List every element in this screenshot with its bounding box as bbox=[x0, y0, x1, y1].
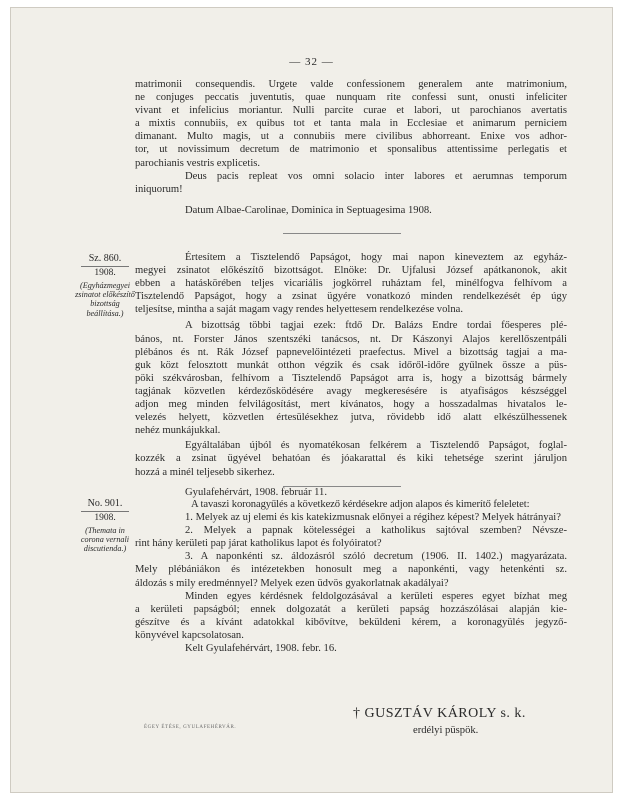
decree-subject: (Themata in corona vernali discutienda.) bbox=[80, 526, 130, 554]
latin-letter-ending bbox=[135, 78, 567, 217]
section-divider bbox=[283, 233, 401, 234]
text-line: nehéz munkájukkal. bbox=[135, 425, 221, 437]
section-860-body bbox=[135, 251, 567, 499]
decree-number: No. 901. bbox=[87, 498, 123, 509]
cross-icon: † bbox=[353, 706, 361, 721]
latin-line: dimanant. Multo magis, ut a connubiis mere civilibus abhorreant. Enixe vos adhor- bbox=[135, 131, 567, 143]
text-line: pöki székvárosban, felhívom a Tisztelendő Papságot arra is, hogy a bizottság bármely bbox=[135, 372, 567, 384]
question-1: 1. Melyek az uj elemi és kis katekizmusnak előnyei a régihez képest? Melyek hátrányai? bbox=[185, 512, 561, 524]
text-line: kozzék a zsinat ügyével behatóan és jóakarattal és kiki tehetsége szerint járuljon bbox=[135, 453, 567, 465]
text-line: a kerületi papságból; ennek dolgozatát a kerületi papság hozzászólásai alapján kie- bbox=[135, 603, 567, 615]
latin-line: parochianis vestris explicetis. bbox=[135, 157, 261, 169]
text-line: tagjának közvetlen kérdezősködésére avagy megkeresésére is atyafiságos készséggel bbox=[135, 385, 567, 397]
latin-line: a mixtis connubiis, ex quibus tot et tanta mala in Ecclesiae et animarum perniciem bbox=[135, 118, 567, 130]
text-line: Egyáltalában újból és nyomatékosan felkérem a Tisztelendő Papságot, foglal- bbox=[185, 440, 567, 452]
question-3: Mely plébániákon és intézetekben honosult meg a naponkénti, vagy hetenkénti sz. bbox=[135, 564, 567, 576]
question-3: áldozás s mily eredménnyel? Melyek ezen üdvös gyakorlatnak akadályai? bbox=[135, 577, 449, 589]
latin-line: matrimonii consequendis. Urgete valde confessionem generalem ante matrimonium, bbox=[135, 79, 567, 90]
latin-line: Deus pacis repleat vos omni solacio inter labores et aerumnas temporum bbox=[185, 170, 567, 182]
decree-number: Sz. 860. bbox=[88, 253, 122, 264]
text-line: bános, nt. Forster János szentszéki tanácsos, nt. Dr Kászonyi Alajos kerellőszentpáli bbox=[135, 333, 567, 345]
text-line: Értesítem a Tisztelendő Papságot, hogy mai napon kineveztem az egyház- bbox=[185, 252, 567, 263]
margin-note-860 bbox=[73, 253, 137, 318]
text-line: ebben a hatáskörében teljes vicariális jogkörrel ruháztam fel, minélfogva felhívom a bbox=[135, 278, 567, 290]
question-2: rint hány kerületi pap járat katholikus lapot és folyóiratot? bbox=[135, 538, 382, 550]
page-number: — 32 — bbox=[289, 56, 334, 68]
printer-mark: ÉGEY ÉTÉSE, GYULAFEHÉRVÁR. bbox=[144, 725, 237, 730]
section-divider bbox=[283, 486, 401, 487]
text-line: A bizottság többi tagjai ezek: ftdő Dr. Balázs Endre tordai főesperes plé- bbox=[185, 320, 567, 332]
latin-dateline: Datum Albae-Carolinae, Dominica in Septuagesima 1908. bbox=[185, 204, 432, 216]
section-901-body bbox=[135, 498, 567, 655]
dateline: Kelt Gyulafehérvárt, 1908. febr. 16. bbox=[185, 643, 337, 655]
question-3: 3. A naponkénti sz. áldozásról szóló decretum (1906. II. 1402.) magyarázata. bbox=[185, 551, 567, 563]
margin-note-901 bbox=[73, 498, 137, 554]
dateline: Gyulafehérvárt, 1908. február 11. bbox=[185, 486, 327, 498]
text-line: Tisztelendő Papságot, hogy a zsinat ügyére vonatkozó minden rendelkezését ép úgy bbox=[135, 291, 567, 303]
document-page bbox=[10, 7, 613, 793]
decree-subject: (Egyházmegyei zsinatot előkészítő bizottság beállítása.) bbox=[75, 281, 135, 318]
signature-name bbox=[353, 706, 526, 722]
text-line: megyei zsinatot előkészítő bizottságot. Elnöke: Dr. Ujfalusi József apátkanonok, akit bbox=[135, 265, 567, 277]
text-line: velezés helyett, közvetlen értesülésekhez jutva, rövidebb idő alatt elkészülhessenek bbox=[135, 412, 567, 424]
decree-year: 1908. bbox=[81, 511, 129, 524]
text-line: hozzá a minél teljesebb sikerhez. bbox=[135, 466, 275, 478]
text-line: guk közt felosztott munkát otthon végzik és csak időről-időre gyűlnek össze a püs- bbox=[135, 359, 567, 371]
latin-line: ne conjuges peccatis juventutis, quae nunquam rite confessi sunt, onusti infeliciter bbox=[135, 92, 567, 104]
text-line: A tavaszi koronagyűlés a következő kérdésekre adjon alapos és kimerítő feleletet: bbox=[191, 499, 530, 510]
signature-text: GUSZTÁV KÁROLY s. k. bbox=[364, 706, 526, 721]
text-line: plébános és nt. Rák József papnevelőintézeti praefectus. Mivel a bizottság tagjai a ma- bbox=[135, 346, 567, 358]
text-line: gészítve és a kívánt adatokkal kibővítve, beküldeni kérem, a koronagyülés jegyző- bbox=[135, 616, 567, 628]
signature-title: erdélyi püspök. bbox=[413, 725, 479, 736]
latin-line: iniquorum! bbox=[135, 183, 183, 195]
question-2: 2. Melyek a papnak kötelességei a katholikus sajtóval szemben? Névsze- bbox=[185, 525, 567, 537]
latin-line: vivant et infelicius moriantur. Nulli parcite curae et labori, ut parochianos avertatis bbox=[135, 105, 567, 117]
decree-year: 1908. bbox=[81, 266, 129, 279]
text-line: Minden egyes kérdésnek feldolgozásával a kerületi esperes egyet bízhat meg bbox=[185, 590, 567, 602]
text-line: teljesítse, mintha a saját magam vagy rendes helyettesem rendelkezése volna. bbox=[135, 304, 463, 316]
text-line: könyvével kapcsolatosan. bbox=[135, 629, 244, 641]
text-line: adjon meg minden felvilágosítást, mert kívánatos, hogy a hosszadalmas hivatalos le- bbox=[135, 399, 567, 411]
latin-line: tor, ut novissimum decretum de matrimonio et sponsalibus attentissime perlegatis et bbox=[135, 144, 567, 156]
